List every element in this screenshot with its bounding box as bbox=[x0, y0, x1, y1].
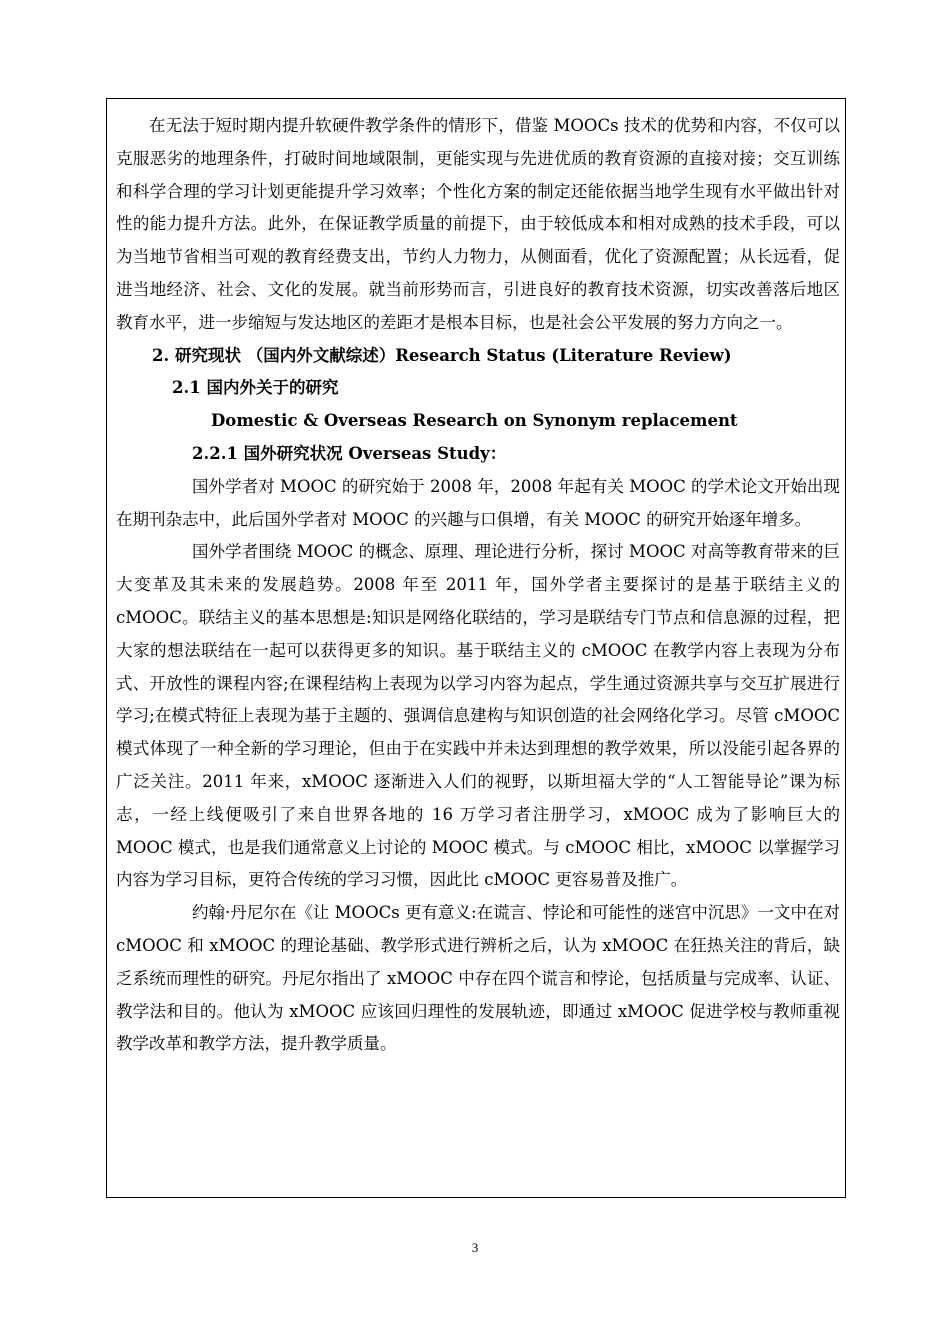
section-heading-research-status: 2. 研究现状 （国内外文献综述）Research Status (Literature Review) bbox=[152, 345, 732, 365]
document-body bbox=[116, 110, 840, 1061]
subsection-heading-2-2-1: 2.2.1 国外研究状况 Overseas Study： bbox=[192, 443, 507, 463]
paragraph-cmooc-xmooc: 国外学者围绕 MOOC 的概念、原理、理论进行分析，探讨 MOOC 对高等教育带来的巨大变革及其未来的发展趋势。2008 年至 2011 年，国外学者主要探讨的是基于联结主义的 cMOOC。联结主义的基本思想是:知识是网络化联结的，学习是联结专门节点和信息源的过程，把大家的想法联结在一起可以获得更多的知识。基于联结主义的 cMOOC 在教学内容上表现为分布式、开放性的课程内容;在课程结构上表现为以学习内容为起点，学生通过资源共享与交互扩展进行学习;在模式特征上表现为基于主题的、强调信息建构与知识创造的社会网络化学习。尽管 cMOOC 模式体现了一种全新的学习理论，但由于在实践中并未达到理想的教学效果，所以没能引起各界的广泛关注。2011 年来，xMOOC 逐渐进入人们的视野，以斯坦福大学的“人工智能导论”课为标志，一经上线便吸引了来自世界各地的 16 万学习者注册学习，xMOOC 成为了影响巨大的 MOOC 模式，也是我们通常意义上讨论的 MOOC 模式。与 cMOOC 相比，xMOOC 以掌握学习内容为学习目标，更符合传统的学习习惯，因此比 cMOOC 更容易普及推广。 bbox=[116, 542, 840, 890]
subsection-heading-2-1: 2.1 国内外关于的研究 bbox=[172, 378, 339, 398]
paragraph-daniel: 约翰·丹尼尔在《让 MOOCs 更有意义:在谎言、悖论和可能性的迷宫中沉思》一文中在对 cMOOC 和 xMOOC 的理论基础、教学形式进行辨析之后，认为 xMOOC 在狂热关注的背后，缺乏系统而理性的研究。丹尼尔指出了 xMOOC 中存在四个谎言和悖论，包括质量与完成率、认证、教学法和目的。他认为 xMOOC 应该回归理性的发展轨迹，即通过 xMOOC 促进学校与教师重视教学改革和教学方法，提升教学质量。 bbox=[116, 903, 840, 1054]
paragraph-overseas-start: 国外学者对 MOOC 的研究始于 2008 年，2008 年起有关 MOOC 的学术论文开始出现在期刊杂志中，此后国外学者对 MOOC 的兴趣与口俱增，有关 MOOC 的研究开始逐年增多。 bbox=[116, 476, 840, 529]
intro-paragraph: 在无法于短时期内提升软硬件教学条件的情形下，借鉴 MOOCs 技术的优势和内容，不仅可以克服恶劣的地理条件，打破时间地域限制，更能实现与先进优质的教育资源的直接对接；交互训练和科学合理的学习计划更能提升学习效率；个性化方案的制定还能依据当地学生现有水平做出针对性的能力提升方法。此外，在保证教学质量的前提下，由于较低成本和相对成熟的技术手段，可以为当地节省相当可观的教育经费支出，节约人力物力，从侧面看，优化了资源配置；从长远看，促进当地经济、社会、文化的发展。就当前形势而言，引进良好的教育技术资源，切实改善落后地区教育水平，进一步缩短与发达地区的差距才是根本目标，也是社会公平发展的努力方向之一。 bbox=[116, 116, 840, 332]
subsection-heading-2-1-english: Domestic & Overseas Research on Synonym replacement bbox=[211, 411, 738, 431]
page-number: 3 bbox=[471, 1240, 479, 1255]
